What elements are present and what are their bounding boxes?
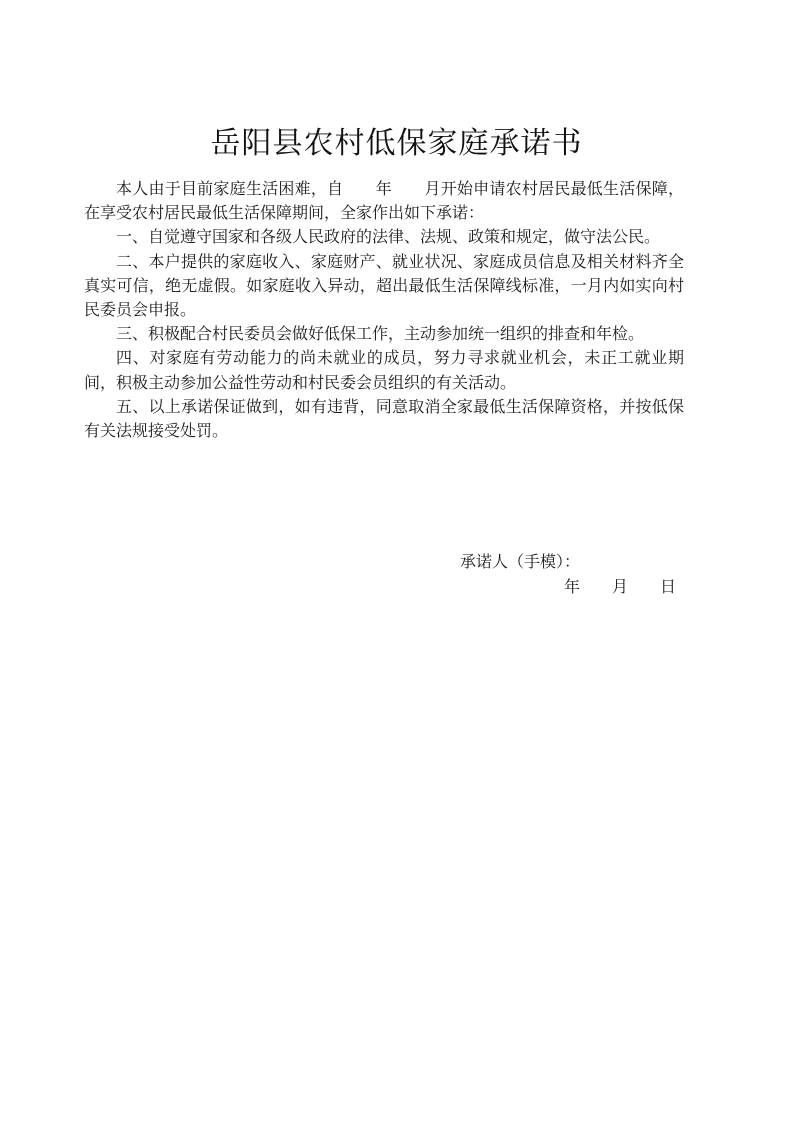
paragraph-item-5: 五、以上承诺保证做到，如有违背，同意取消全家最低生活保障资格，并按低保有关法规接受处罚。 [84, 396, 684, 441]
paragraph-item-4: 四、对家庭有劳动能力的尚未就业的成员，努力寻求就业机会，未正工就业期间，积极主动参加公益性劳动和村民委会员组织的有关活动。 [84, 348, 684, 392]
paragraph-intro: 本人由于目前家庭生活困难，自 年 月开始申请农村居民最低生活保障，在享受农村居民最低生活保障期间，全家作出如下承诺： [84, 179, 684, 223]
signature-label: 承诺人（手模）： [460, 552, 581, 571]
date-line: 年 月 日 [564, 577, 677, 596]
paragraph-item-3: 三、积极配合村民委员会做好低保工作，主动参加统一组织的排查和年检。 [116, 324, 645, 344]
paragraph-item-1: 一、自觉遵守国家和各级人民政府的法律、法规、政策和规定，做守法公民。 [116, 227, 661, 247]
document-body [84, 177, 684, 443]
document-title: 岳阳县农村低保家庭承诺书 [210, 126, 583, 161]
paragraph-item-2: 二、本户提供的家庭收入、家庭财产、就业状况、家庭成员信息及相关材料齐全真实可信，绝无虚假。如家庭收入异动，超出最低生活保障线标准，一月内如实向村民委员会申报。 [84, 251, 684, 320]
